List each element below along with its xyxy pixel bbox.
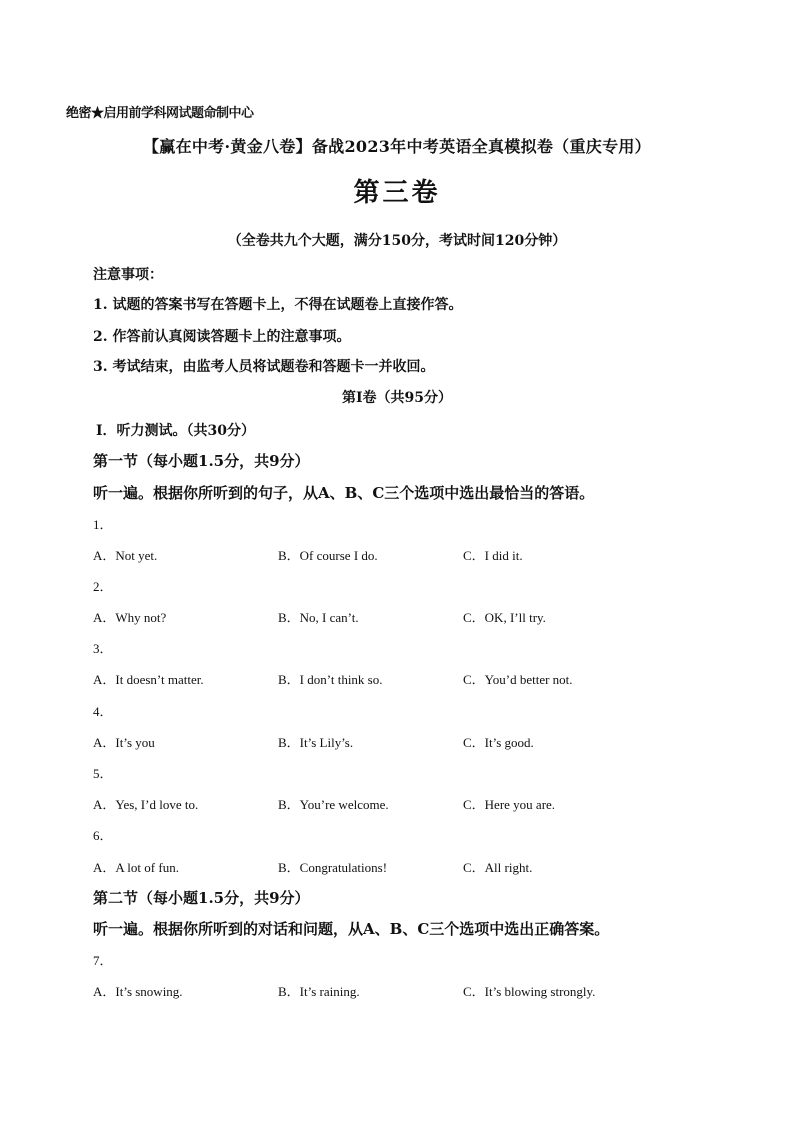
question-number: 5． bbox=[93, 766, 113, 781]
notes-heading: 注意事项： bbox=[93, 267, 163, 283]
option-c: C．I did it. bbox=[463, 548, 523, 563]
question-number: 3． bbox=[93, 641, 113, 656]
option-a: A．Yes, I’d love to. bbox=[93, 797, 199, 812]
question-number: 7． bbox=[93, 953, 113, 968]
question-number: 6． bbox=[93, 828, 113, 843]
option-c: C．OK, I’ll try. bbox=[463, 610, 546, 625]
option-a: A．It’s you bbox=[93, 735, 155, 750]
option-b: B．Congratulations! bbox=[278, 860, 388, 875]
confidential-label: 绝密★启用前学科网试题命制中心 bbox=[66, 106, 254, 121]
option-c: C．It’s blowing strongly. bbox=[463, 984, 596, 999]
option-a: A．Not yet. bbox=[93, 548, 158, 563]
volume-title: 第三卷 bbox=[353, 178, 441, 208]
note-item-1: 1. 试题的答案书写在答题卡上，不得在试题卷上直接作答。 bbox=[93, 297, 463, 313]
option-c: C．Here you are. bbox=[463, 797, 556, 812]
note-item-2: 2. 作答前认真阅读答题卡上的注意事项。 bbox=[93, 329, 351, 345]
option-b: B．It’s Lily’s. bbox=[278, 735, 354, 750]
option-b: B．It’s raining. bbox=[278, 984, 360, 999]
option-c: C．You’d better not. bbox=[463, 672, 573, 687]
option-b: B．I don’t think so. bbox=[278, 672, 383, 687]
option-a: A．A lot of fun. bbox=[93, 860, 179, 875]
exam-info: （全卷共九个大题，满分150分，考试时间120分钟） bbox=[227, 233, 567, 249]
series-title: 【赢在中考·黄金八卷】备战2023年中考英语全真模拟卷（重庆专用） bbox=[142, 137, 651, 156]
note-item-3: 3. 考试结束，由监考人员将试题卷和答题卡一并收回。 bbox=[93, 359, 435, 375]
option-b: B．You’re welcome. bbox=[278, 797, 389, 812]
option-a: A．Why not? bbox=[93, 610, 167, 625]
sec1-instruction: 听一遍。根据你所听到的句子，从A、B、C三个选项中选出最恰当的答语。 bbox=[93, 484, 595, 502]
option-c: C．It’s good. bbox=[463, 735, 534, 750]
option-a: A．It doesn’t matter. bbox=[93, 672, 204, 687]
option-a: A．It’s snowing. bbox=[93, 984, 183, 999]
part-title: 第Ⅰ卷（共95分） bbox=[341, 390, 453, 406]
question-number: 2． bbox=[93, 579, 113, 594]
section-title: Ⅰ．听力测试。（共30分） bbox=[96, 423, 256, 439]
sec2-instruction: 听一遍。根据你所听到的对话和问题，从A、B、C三个选项中选出正确答案。 bbox=[93, 920, 610, 938]
question-number: 1． bbox=[93, 517, 113, 532]
sec2-title: 第二节（每小题1.5分，共9分） bbox=[93, 889, 310, 907]
option-b: B．No, I can’t. bbox=[278, 610, 359, 625]
sec1-title: 第一节（每小题1.5分，共9分） bbox=[93, 452, 310, 470]
option-c: C．All right. bbox=[463, 860, 533, 875]
question-number: 4． bbox=[93, 704, 113, 719]
option-b: B．Of course I do. bbox=[278, 548, 378, 563]
